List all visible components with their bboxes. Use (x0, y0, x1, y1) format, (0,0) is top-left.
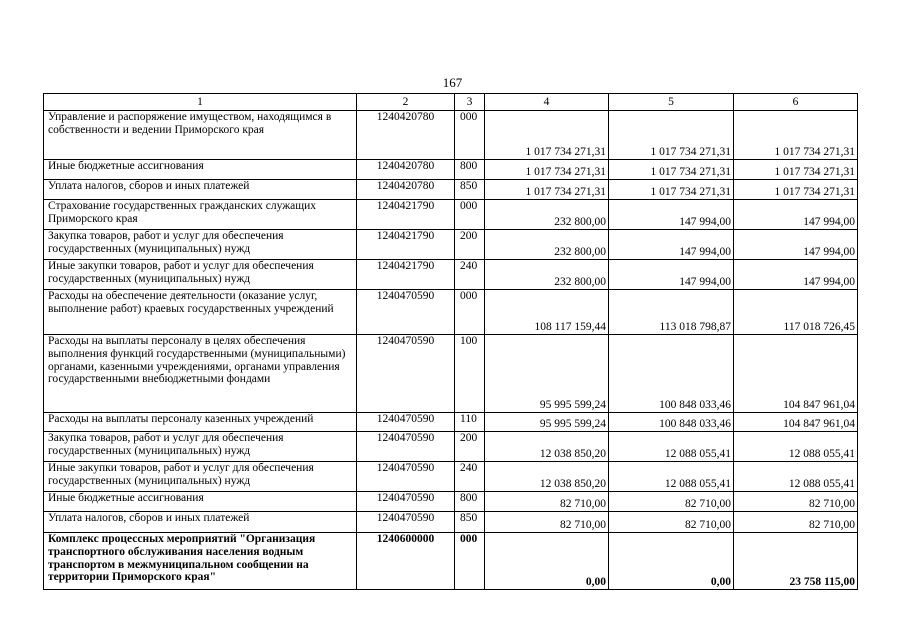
name-cell: Уплата налогов, сборов и иных платежей (44, 512, 357, 533)
value-cell: 1 017 734 271,31 (485, 160, 609, 180)
type-cell: 000 (455, 290, 485, 335)
name-cell: Иные закупки товаров, работ и услуг для обеспечения государственных (муниципальных) нужд (44, 462, 357, 492)
value-cell: 1 017 734 271,31 (485, 111, 609, 160)
value-cell: 104 847 961,04 (734, 413, 858, 432)
code-cell: 1240470590 (357, 512, 455, 533)
value-cell: 23 758 115,00 (734, 533, 858, 590)
name-cell: Закупка товаров, работ и услуг для обеспечения государственных (муниципальных) нужд (44, 230, 357, 260)
table-row (44, 180, 858, 200)
table-row (44, 160, 858, 180)
value-cell: 147 994,00 (609, 260, 734, 290)
table-row (44, 432, 858, 462)
table-row (44, 230, 858, 260)
value-cell: 1 017 734 271,31 (609, 111, 734, 160)
table-row (44, 512, 858, 533)
table-row (44, 413, 858, 432)
table-row (44, 335, 858, 413)
name-cell: Расходы на выплаты персоналу казенных учреждений (44, 413, 357, 432)
budget-table-body (44, 94, 858, 590)
value-cell: 82 710,00 (485, 492, 609, 512)
code-cell: 1240421790 (357, 260, 455, 290)
code-cell: 1240420780 (357, 180, 455, 200)
code-cell: 1240470590 (357, 335, 455, 413)
code-cell: 1240420780 (357, 111, 455, 160)
type-cell: 000 (455, 111, 485, 160)
value-cell: 1 017 734 271,31 (734, 111, 858, 160)
page-number: 167 (442, 75, 463, 90)
type-cell: 200 (455, 230, 485, 260)
type-cell: 000 (455, 200, 485, 230)
table-row (44, 492, 858, 512)
value-cell: 100 848 033,46 (609, 413, 734, 432)
value-cell: 0,00 (609, 533, 734, 590)
value-cell: 232 800,00 (485, 200, 609, 230)
type-cell: 800 (455, 160, 485, 180)
name-cell: Управление и распоряжение имуществом, находящимся в собственности и ведении Приморского края (44, 111, 357, 160)
table-row (44, 200, 858, 230)
name-cell: Комплекс процессных мероприятий "Организация транспортного обслуживания населения водным транспортом в межмуниципальном сообщении на территории Приморского края" (44, 533, 357, 590)
value-cell: 95 995 599,24 (485, 335, 609, 413)
value-cell: 1 017 734 271,31 (609, 160, 734, 180)
value-cell: 12 088 055,41 (609, 462, 734, 492)
value-cell: 12 088 055,41 (734, 432, 858, 462)
name-cell: Закупка товаров, работ и услуг для обеспечения государственных (муниципальных) нужд (44, 432, 357, 462)
type-cell: 100 (455, 335, 485, 413)
table-row (44, 260, 858, 290)
value-cell: 147 994,00 (734, 230, 858, 260)
value-cell: 12 088 055,41 (609, 432, 734, 462)
value-cell: 12 038 850,20 (485, 432, 609, 462)
code-cell: 1240470590 (357, 413, 455, 432)
type-cell: 000 (455, 533, 485, 590)
code-cell: 1240600000 (357, 533, 455, 590)
value-cell: 147 994,00 (734, 200, 858, 230)
table-row (44, 533, 858, 590)
value-cell: 113 018 798,87 (609, 290, 734, 335)
value-cell: 1 017 734 271,31 (485, 180, 609, 200)
value-cell: 82 710,00 (609, 492, 734, 512)
value-cell: 0,00 (485, 533, 609, 590)
table-row (44, 290, 858, 335)
value-cell: 232 800,00 (485, 260, 609, 290)
value-cell: 108 117 159,44 (485, 290, 609, 335)
budget-table (43, 93, 858, 590)
name-cell: Иные бюджетные ассигнования (44, 492, 357, 512)
value-cell: 1 017 734 271,31 (734, 180, 858, 200)
type-cell: 240 (455, 462, 485, 492)
code-cell: 1240420780 (357, 160, 455, 180)
type-cell: 200 (455, 432, 485, 462)
name-cell: Иные бюджетные ассигнования (44, 160, 357, 180)
value-cell: 147 994,00 (609, 200, 734, 230)
value-cell: 117 018 726,45 (734, 290, 858, 335)
value-cell: 232 800,00 (485, 230, 609, 260)
value-cell: 82 710,00 (609, 512, 734, 533)
value-cell: 147 994,00 (734, 260, 858, 290)
header-cell: 3 (455, 94, 485, 111)
header-cell: 4 (485, 94, 609, 111)
value-cell: 100 848 033,46 (609, 335, 734, 413)
name-cell: Расходы на выплаты персоналу в целях обеспечения выполнения функций государственными (муниципальными) органами, казенными учреждениями, органами управления государственными внебюджетными фондами (44, 335, 357, 413)
table-row (44, 111, 858, 160)
code-cell: 1240421790 (357, 200, 455, 230)
header-cell: 6 (734, 94, 858, 111)
value-cell: 1 017 734 271,31 (609, 180, 734, 200)
name-cell: Уплата налогов, сборов и иных платежей (44, 180, 357, 200)
value-cell: 12 038 850,20 (485, 462, 609, 492)
value-cell: 82 710,00 (485, 512, 609, 533)
type-cell: 110 (455, 413, 485, 432)
value-cell: 82 710,00 (734, 512, 858, 533)
value-cell: 82 710,00 (734, 492, 858, 512)
type-cell: 850 (455, 512, 485, 533)
type-cell: 800 (455, 492, 485, 512)
type-cell: 240 (455, 260, 485, 290)
code-cell: 1240470590 (357, 432, 455, 462)
value-cell: 1 017 734 271,31 (734, 160, 858, 180)
code-cell: 1240470590 (357, 462, 455, 492)
value-cell: 12 088 055,41 (734, 462, 858, 492)
header-cell: 1 (44, 94, 357, 111)
value-cell: 104 847 961,04 (734, 335, 858, 413)
name-cell: Расходы на обеспечение деятельности (оказание услуг, выполнение работ) краевых государственных учреждений (44, 290, 357, 335)
name-cell: Иные закупки товаров, работ и услуг для обеспечения государственных (муниципальных) нужд (44, 260, 357, 290)
table-row (44, 462, 858, 492)
code-cell: 1240470590 (357, 290, 455, 335)
header-cell: 5 (609, 94, 734, 111)
header-cell: 2 (357, 94, 455, 111)
name-cell: Страхование государственных гражданских служащих Приморского края (44, 200, 357, 230)
table-header-row (44, 94, 858, 111)
code-cell: 1240470590 (357, 492, 455, 512)
type-cell: 850 (455, 180, 485, 200)
code-cell: 1240421790 (357, 230, 455, 260)
value-cell: 147 994,00 (609, 230, 734, 260)
value-cell: 95 995 599,24 (485, 413, 609, 432)
